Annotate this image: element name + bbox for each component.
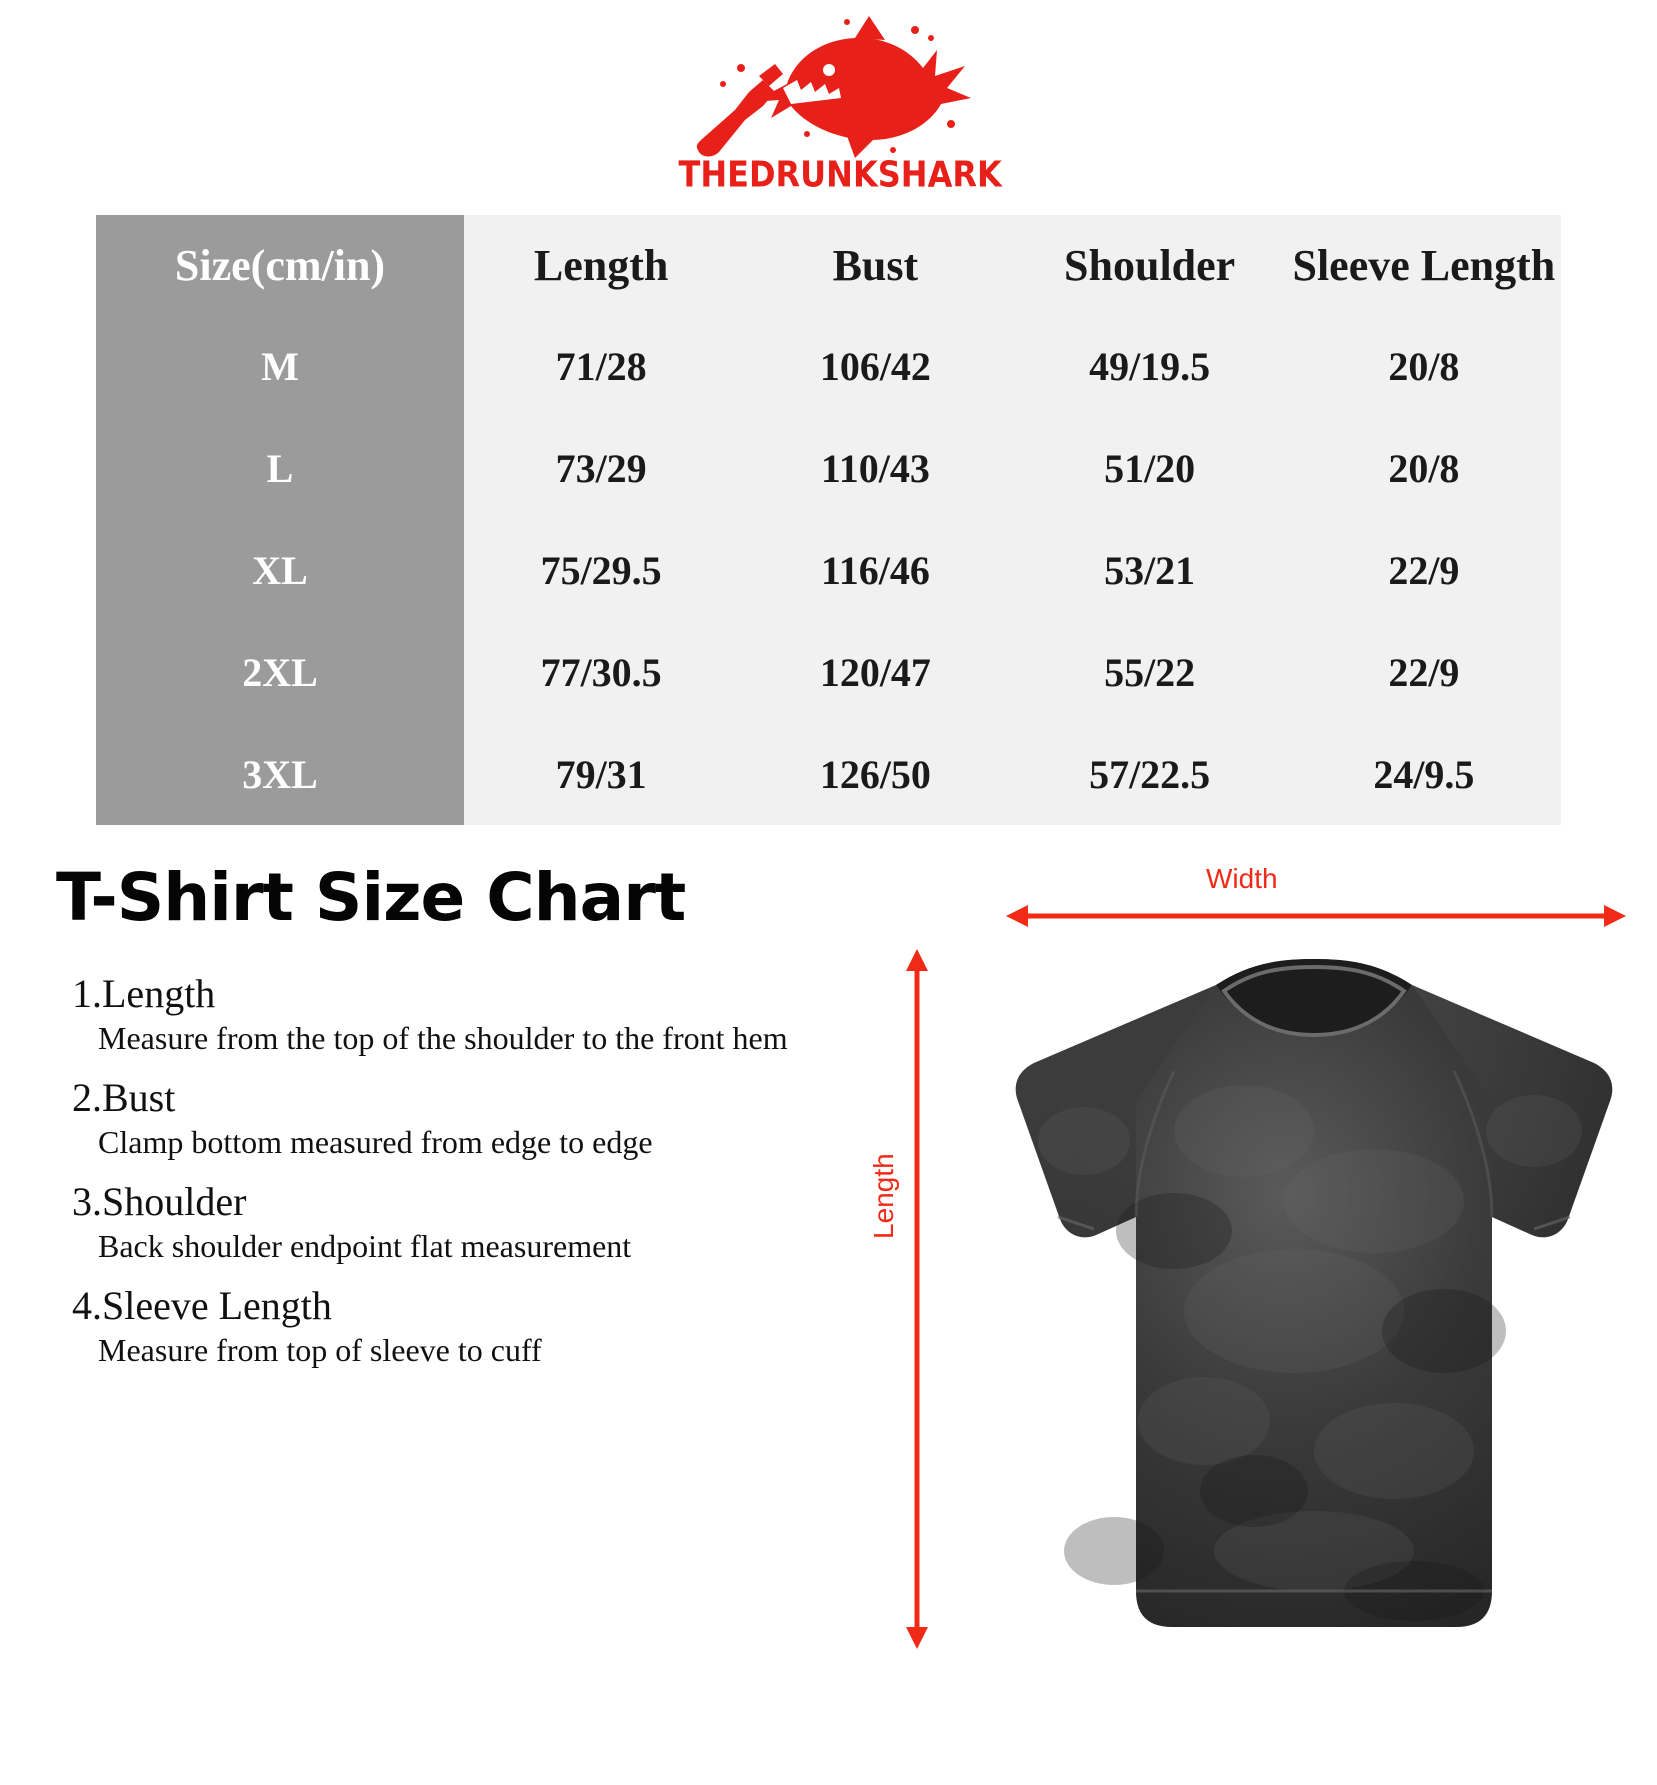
table-cell-length: 75/29.5	[540, 547, 662, 593]
table-cell-sleeve: 22/9	[1388, 649, 1460, 695]
table-row-size: L	[266, 445, 294, 491]
table-cell-shoulder: 53/21	[1104, 547, 1196, 593]
table-cell-sleeve: 24/9.5	[1373, 751, 1475, 797]
table-cell-shoulder: 51/20	[1104, 445, 1196, 491]
page-title: T-Shirt Size Chart	[56, 859, 686, 936]
brand-logo	[0, 0, 1657, 199]
guide-item-desc: Measure from top of sleeve to cuff	[98, 1332, 542, 1369]
guide-item-length	[56, 970, 866, 1058]
table-cell-length: 79/31	[555, 751, 647, 797]
table-row-size: XL	[252, 547, 308, 593]
width-label: Width	[1206, 863, 1278, 894]
table-cell-bust: 116/46	[820, 547, 930, 593]
table-cell-sleeve: 20/8	[1388, 343, 1460, 389]
guide-item-sleeve-length	[56, 1282, 866, 1370]
table-row-size: 2XL	[242, 649, 318, 695]
table-cell-shoulder: 49/19.5	[1089, 343, 1211, 389]
table-cell-sleeve: 20/8	[1388, 445, 1460, 491]
brand-name: THEDRUNKSHARK	[678, 152, 1002, 196]
tshirt-diagram	[866, 859, 1605, 1759]
guide-item-bust	[56, 1074, 866, 1162]
table-cell-bust: 110/43	[820, 445, 930, 491]
bust-column	[738, 215, 1012, 825]
width-arrow-icon	[1006, 901, 1626, 931]
shark-with-bottle-icon	[679, 14, 979, 174]
guide-item-title: 3.Shoulder	[72, 1179, 247, 1225]
table-row-size: 3XL	[242, 751, 318, 797]
length-arrow-icon	[902, 949, 932, 1649]
table-cell-length: 77/30.5	[540, 649, 662, 695]
column-header-bust: Bust	[832, 240, 919, 290]
table-cell-bust: 106/42	[819, 343, 931, 389]
column-header-sleeve-length: Sleeve Length	[1292, 240, 1556, 290]
length-column	[464, 215, 738, 825]
column-header-length: Length	[533, 240, 669, 290]
table-cell-bust: 120/47	[819, 649, 931, 695]
tshirt-illustration	[994, 951, 1634, 1639]
shoulder-column	[1013, 215, 1287, 825]
table-row-size: M	[261, 343, 299, 389]
guide-item-shoulder	[56, 1178, 866, 1266]
table-cell-sleeve: 22/9	[1388, 547, 1460, 593]
length-label: Length	[868, 1153, 899, 1239]
guide-item-desc: Measure from the top of the shoulder to the front hem	[98, 1020, 788, 1056]
guide-item-title: 2.Bust	[72, 1075, 176, 1121]
guide-item-title: 1.Length	[72, 971, 216, 1016]
logo-box	[678, 14, 1002, 199]
measurement-guide-section	[0, 859, 1657, 1759]
sleeve-length-column	[1287, 215, 1561, 825]
table-cell-bust: 126/50	[819, 751, 931, 797]
guide-item-desc: Clamp bottom measured from edge to edge	[98, 1124, 653, 1161]
table-cell-shoulder: 55/22	[1104, 649, 1196, 695]
table-cell-length: 73/29	[555, 445, 647, 491]
table-cell-length: 71/28	[555, 343, 647, 389]
guide-item-title: 4.Sleeve Length	[72, 1283, 332, 1329]
column-header-size: Size(cm/in)	[174, 240, 386, 290]
column-header-shoulder: Shoulder	[1064, 240, 1236, 290]
table-cell-shoulder: 57/22.5	[1089, 751, 1211, 797]
guide-item-desc: Back shoulder endpoint flat measurement	[98, 1228, 632, 1265]
guide-text-column	[56, 859, 866, 1759]
size-column	[96, 215, 464, 825]
size-chart-table	[96, 215, 1561, 825]
